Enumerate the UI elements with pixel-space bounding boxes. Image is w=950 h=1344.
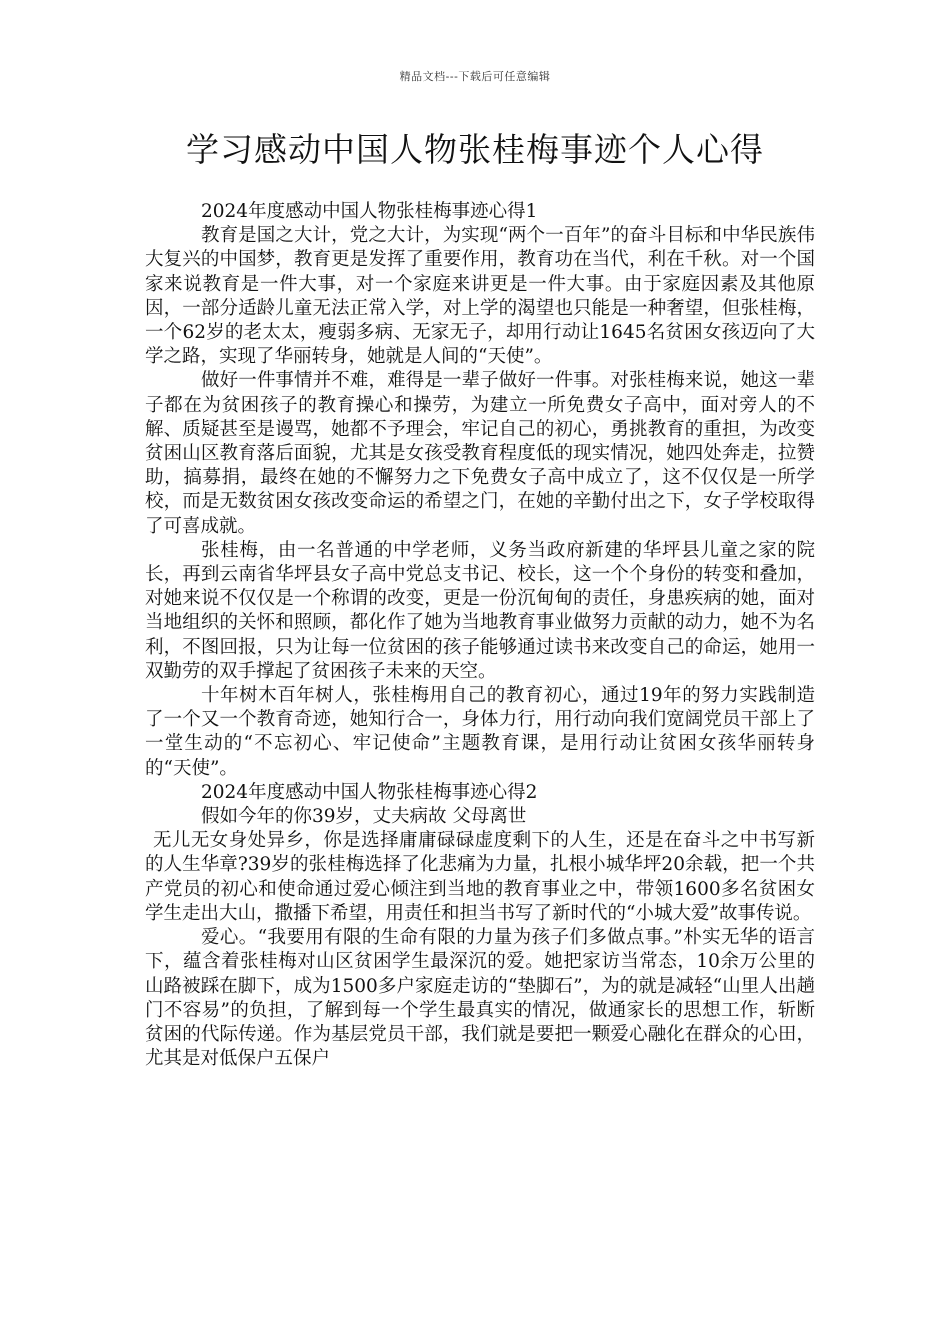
- document-title: 学习感动中国人物张桂梅事迹个人心得: [186, 130, 764, 169]
- paragraph: 教育是国之大计，党之大计，为实现“两个一百年”的奋斗目标和中华民族伟大复兴的中国梦，教育更是发挥了重要作用，教育功在当代，利在千秋。对一个国家来说教育是一件大事，对一个家庭来讲更是一件大事。由于家庭因素及其他原因，一部分适龄儿童无法正常入学，对上学的渴望也只能是一种奢望，但张桂梅，一个62岁的老太太，瘦弱多病、无家无子，却用行动让1645名贫困女孩迈向了大学之路，实现了华丽转身，她就是人间的“天使”。: [145, 225, 815, 368]
- paragraph: 张桂梅，由一名普通的中学老师，义务当政府新建的华坪县儿童之家的院长，再到云南省华坪县女子高中党总支书记、校长，这一个个身份的转变和叠加，对她来说不仅仅是一个称谓的改变，更是一份沉甸甸的责任，身患疾病的她，面对当地组织的关怀和照顾，都化作了她为当地教育事业做努力贡献的动力，她不为名利，不图回报，只为让每一位贫困的孩子能够通过读书来改变自己的命运，她用一双勤劳的双手撑起了贫困孩子未来的天空。: [145, 539, 815, 682]
- paragraph: 十年树木百年树人，张桂梅用自己的教育初心，通过19年的努力实践制造了一个又一个教育奇迹，她知行合一，身体力行，用行动向我们宽阔党员干部上了一堂生动的“不忘初心、牢记使命”主题教育课，是用行动让贫困女孩华丽转身的“天使”。: [145, 685, 815, 779]
- paragraph: 做好一件事情并不难，难得是一辈子做好一件事。对张桂梅来说，她这一辈子都在为贫困孩子的教育操心和操劳，为建立一所免费女子高中，面对旁人的不解、质疑甚至是谩骂，她都不予理会，牢记自己的初心，勇挑教育的重担，为改变贫困山区教育落后面貌，尤其是女孩受教育程度低的现实情况，她四处奔走，拉赞助，搞募捐，最终在她的不懈努力之下免费女子高中成立了，这不仅仅是一所学校，而是无数贫困女孩改变命运的希望之门，在她的辛勤付出之下，女子学校取得了可喜成就。: [145, 370, 815, 537]
- paragraph: 爱心。“我要用有限的生命有限的力量为孩子们多做点事。”朴实无华的语言下，蕴含着张桂梅对山区贫困学生最深沉的爱。她把家访当常态，10余万公里的山路被踩在脚下，成为1500多户家庭走访的“垫脚石”，为的就是减轻“山里人出趟门不容易”的负担，了解到每一个学生最真实的情况，做通家长的思想工作，斩断贫困的代际传递。作为基层党员干部，我们就是要把一颗爱心融化在群众的心田，尤其是对低保户五保户: [145, 927, 815, 1070]
- document-body: [145, 200, 815, 1071]
- section-heading-2: 2024年度感动中国人物张桂梅事迹心得2: [201, 781, 538, 803]
- paragraph: 假如今年的你39岁，丈夫病故 父母离世: [201, 806, 527, 828]
- header-note: 精品文档---下载后可任意编辑: [399, 70, 551, 83]
- section-heading-1: 2024年度感动中国人物张桂梅事迹心得1: [201, 201, 538, 222]
- paragraph: 无儿无女身处异乡，你是选择庸庸碌碌虚度剩下的人生，还是在奋斗之中书写新的人生华章?39岁的张桂梅选择了化悲痛为力量，扎根小城华坪20余载，把一个共产党员的初心和使命通过爱心倾注到当地的教育事业之中，带领1600多名贫困女学生走出大山，撒播下希望，用责任和担当书写了新时代的“小城大爱”故事传说。: [145, 830, 815, 924]
